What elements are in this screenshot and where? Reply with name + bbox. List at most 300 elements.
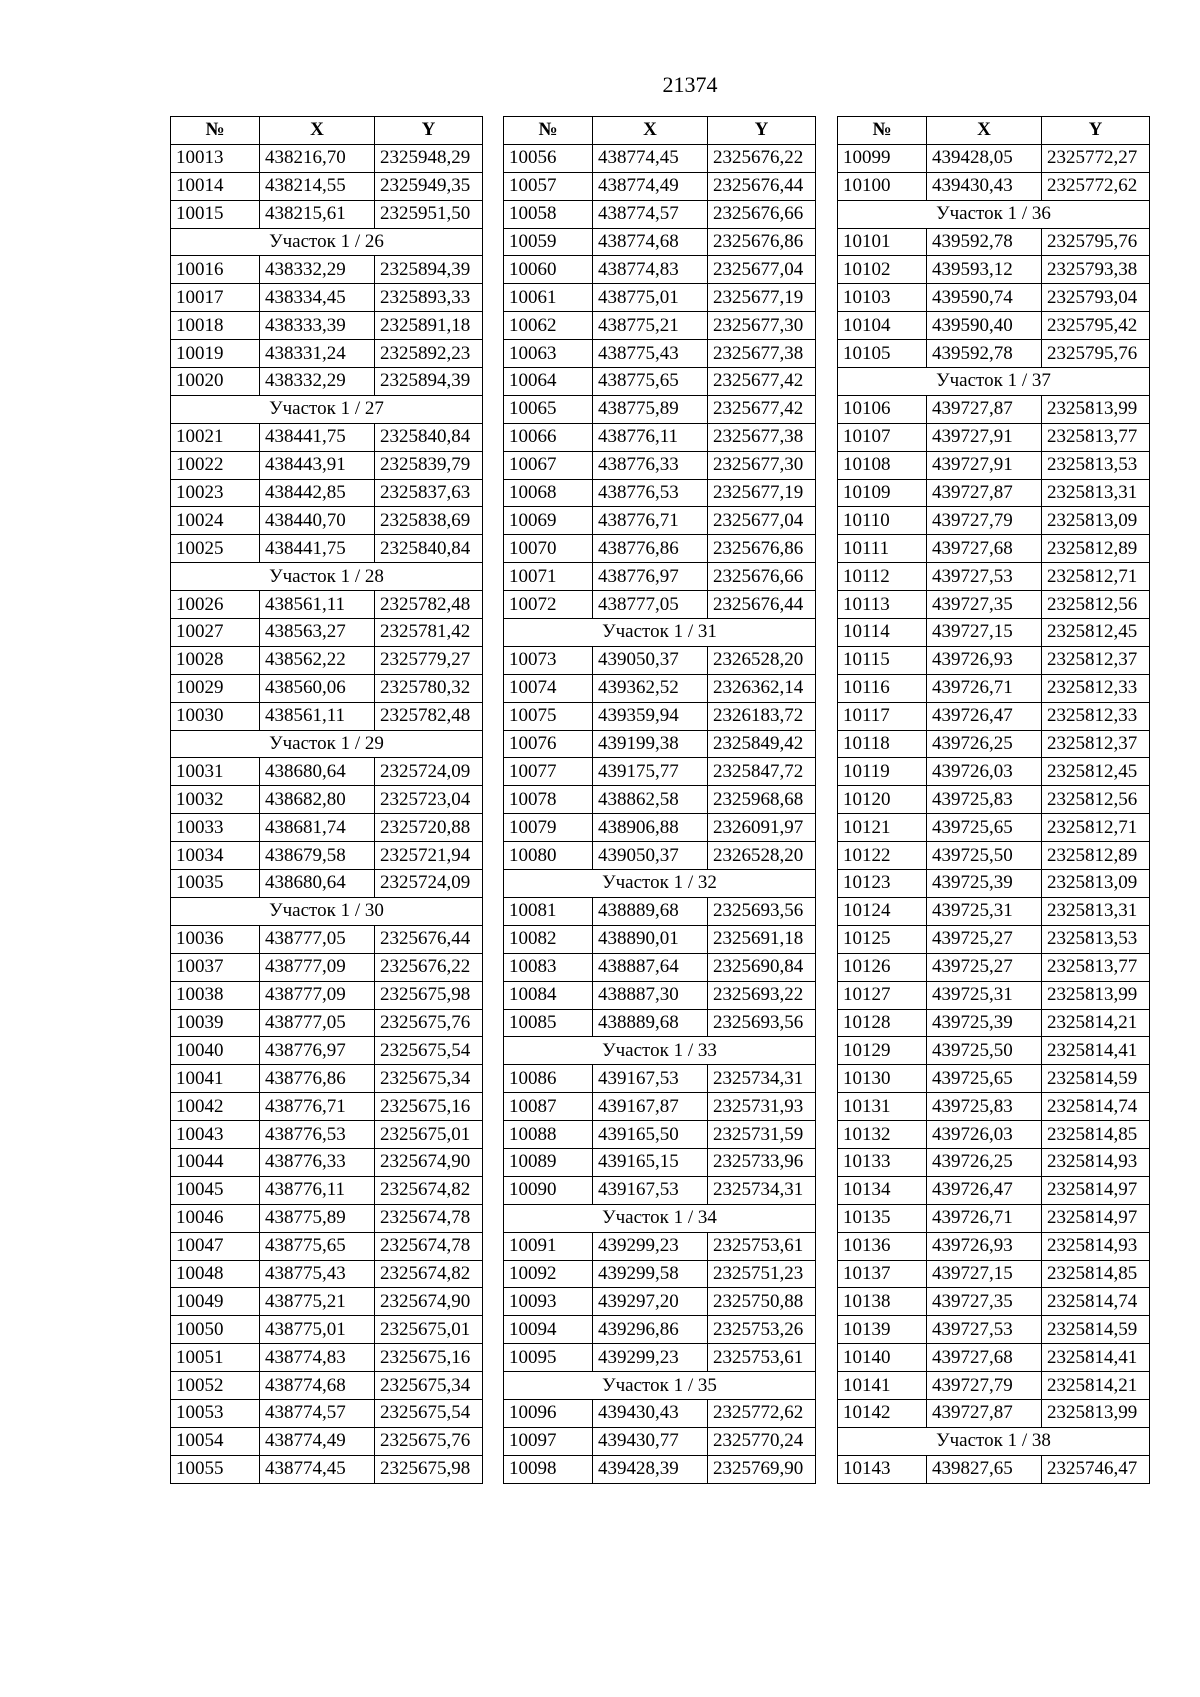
table-row [504, 1260, 816, 1288]
table-row [504, 200, 816, 228]
y-coordinate-cell: 2325677,04 [708, 507, 816, 535]
table-row [838, 423, 1150, 451]
section-row [504, 1204, 816, 1232]
point-number-cell: 10036 [171, 925, 260, 953]
y-coordinate-cell: 2325813,99 [1042, 981, 1150, 1009]
y-coordinate-cell: 2325674,78 [375, 1232, 483, 1260]
table-row [838, 1121, 1150, 1149]
table-row [504, 340, 816, 368]
table-row [171, 870, 483, 898]
y-coordinate-cell: 2325677,04 [708, 256, 816, 284]
point-number-cell: 10072 [504, 591, 593, 619]
x-coordinate-cell: 438774,57 [593, 200, 708, 228]
x-coordinate-cell: 439430,43 [927, 172, 1042, 200]
x-coordinate-cell: 439727,53 [927, 1316, 1042, 1344]
point-number-cell: 10034 [171, 842, 260, 870]
y-coordinate-cell: 2325814,74 [1042, 1288, 1150, 1316]
y-coordinate-cell: 2325675,98 [375, 1455, 483, 1483]
x-coordinate-cell: 438776,33 [593, 451, 708, 479]
table-row [504, 1316, 816, 1344]
x-coordinate-cell: 438774,49 [593, 172, 708, 200]
table-row [171, 814, 483, 842]
point-number-cell: 10128 [838, 1009, 927, 1037]
x-coordinate-cell: 438443,91 [260, 451, 375, 479]
y-coordinate-cell: 2325674,78 [375, 1204, 483, 1232]
point-number-cell: 10059 [504, 228, 593, 256]
y-coordinate-cell: 2325814,97 [1042, 1176, 1150, 1204]
point-number-cell: 10041 [171, 1065, 260, 1093]
y-coordinate-cell: 2325677,30 [708, 312, 816, 340]
table-row [171, 1427, 483, 1455]
y-coordinate-cell: 2325812,71 [1042, 814, 1150, 842]
column-header-x: X [593, 117, 708, 145]
y-coordinate-cell: 2325812,45 [1042, 758, 1150, 786]
x-coordinate-cell: 439199,38 [593, 730, 708, 758]
point-number-cell: 10080 [504, 842, 593, 870]
x-coordinate-cell: 439725,31 [927, 981, 1042, 1009]
x-coordinate-cell: 438890,01 [593, 925, 708, 953]
table-row [838, 870, 1150, 898]
point-number-cell: 10070 [504, 535, 593, 563]
table-row [171, 1316, 483, 1344]
y-coordinate-cell: 2325847,72 [708, 758, 816, 786]
point-number-cell: 10139 [838, 1316, 927, 1344]
table-row [838, 1260, 1150, 1288]
x-coordinate-cell: 439430,77 [593, 1427, 708, 1455]
y-coordinate-cell: 2325676,44 [708, 591, 816, 619]
x-coordinate-cell: 439725,83 [927, 1093, 1042, 1121]
point-number-cell: 10027 [171, 619, 260, 647]
x-coordinate-cell: 438441,75 [260, 423, 375, 451]
table-row [504, 1232, 816, 1260]
y-coordinate-cell: 2325734,31 [708, 1065, 816, 1093]
x-coordinate-cell: 439430,43 [593, 1399, 708, 1427]
table-row [838, 591, 1150, 619]
x-coordinate-cell: 438776,71 [593, 507, 708, 535]
table-row [171, 674, 483, 702]
column-header-y: Y [1042, 117, 1150, 145]
table-row [504, 953, 816, 981]
x-coordinate-cell: 439725,39 [927, 1009, 1042, 1037]
y-coordinate-cell: 2325674,82 [375, 1260, 483, 1288]
point-number-cell: 10040 [171, 1037, 260, 1065]
table-row [838, 897, 1150, 925]
x-coordinate-cell: 438332,29 [260, 256, 375, 284]
column-header-number: № [171, 117, 260, 145]
y-coordinate-cell: 2325675,98 [375, 981, 483, 1009]
y-coordinate-cell: 2325677,42 [708, 395, 816, 423]
column-header-number: № [504, 117, 593, 145]
x-coordinate-cell: 438776,86 [260, 1065, 375, 1093]
table-row [171, 340, 483, 368]
y-coordinate-cell: 2325814,74 [1042, 1093, 1150, 1121]
table-row [504, 925, 816, 953]
table-row [504, 646, 816, 674]
section-row [504, 619, 816, 647]
y-coordinate-cell: 2325780,32 [375, 674, 483, 702]
y-coordinate-cell: 2325813,09 [1042, 507, 1150, 535]
point-number-cell: 10138 [838, 1288, 927, 1316]
x-coordinate-cell: 439165,15 [593, 1148, 708, 1176]
point-number-cell: 10051 [171, 1344, 260, 1372]
x-coordinate-cell: 438561,11 [260, 591, 375, 619]
x-coordinate-cell: 439727,91 [927, 423, 1042, 451]
x-coordinate-cell: 439299,58 [593, 1260, 708, 1288]
y-coordinate-cell: 2325840,84 [375, 535, 483, 563]
point-number-cell: 10061 [504, 284, 593, 312]
table-row [838, 1316, 1150, 1344]
table-row [504, 312, 816, 340]
y-coordinate-cell: 2325675,54 [375, 1037, 483, 1065]
x-coordinate-cell: 439362,52 [593, 674, 708, 702]
page-number: 21374 [662, 72, 718, 97]
point-number-cell: 10025 [171, 535, 260, 563]
section-row [171, 897, 483, 925]
x-coordinate-cell: 439727,79 [927, 507, 1042, 535]
x-coordinate-cell: 438775,89 [593, 395, 708, 423]
y-coordinate-cell: 2325795,76 [1042, 340, 1150, 368]
y-coordinate-cell: 2325837,63 [375, 479, 483, 507]
point-number-cell: 10031 [171, 758, 260, 786]
y-coordinate-cell: 2325724,09 [375, 758, 483, 786]
point-number-cell: 10042 [171, 1093, 260, 1121]
table-row [838, 395, 1150, 423]
table-row [504, 535, 816, 563]
y-coordinate-cell: 2325951,50 [375, 200, 483, 228]
y-coordinate-cell: 2325677,30 [708, 451, 816, 479]
y-coordinate-cell: 2325812,33 [1042, 702, 1150, 730]
table-row [171, 1121, 483, 1149]
point-number-cell: 10098 [504, 1455, 593, 1483]
column-header-y: Y [708, 117, 816, 145]
x-coordinate-cell: 438889,68 [593, 1009, 708, 1037]
table-row [838, 144, 1150, 172]
point-number-cell: 10123 [838, 870, 927, 898]
x-coordinate-cell: 438776,11 [260, 1176, 375, 1204]
y-coordinate-cell: 2325676,66 [708, 563, 816, 591]
table-row [504, 395, 816, 423]
table-row [504, 228, 816, 256]
table-row [504, 1093, 816, 1121]
point-number-cell: 10052 [171, 1372, 260, 1400]
table-row [504, 144, 816, 172]
table-row [504, 1427, 816, 1455]
y-coordinate-cell: 2325675,76 [375, 1009, 483, 1037]
x-coordinate-cell: 438680,64 [260, 758, 375, 786]
y-coordinate-cell: 2325891,18 [375, 312, 483, 340]
point-number-cell: 10103 [838, 284, 927, 312]
x-coordinate-cell: 439167,53 [593, 1065, 708, 1093]
point-number-cell: 10127 [838, 981, 927, 1009]
point-number-cell: 10122 [838, 842, 927, 870]
point-number-cell: 10101 [838, 228, 927, 256]
table-row [504, 897, 816, 925]
point-number-cell: 10022 [171, 451, 260, 479]
x-coordinate-cell: 438442,85 [260, 479, 375, 507]
x-coordinate-cell: 438776,11 [593, 423, 708, 451]
point-number-cell: 10014 [171, 172, 260, 200]
point-number-cell: 10115 [838, 646, 927, 674]
point-number-cell: 10039 [171, 1009, 260, 1037]
table-row [171, 172, 483, 200]
y-coordinate-cell: 2325782,48 [375, 591, 483, 619]
column-header-number: № [838, 117, 927, 145]
table-row [838, 646, 1150, 674]
table-row [171, 535, 483, 563]
y-coordinate-cell: 2325720,88 [375, 814, 483, 842]
table-row [838, 1344, 1150, 1372]
x-coordinate-cell: 439726,71 [927, 674, 1042, 702]
x-coordinate-cell: 438679,58 [260, 842, 375, 870]
y-coordinate-cell: 2325814,97 [1042, 1204, 1150, 1232]
x-coordinate-cell: 439725,83 [927, 786, 1042, 814]
table-row [838, 730, 1150, 758]
x-coordinate-cell: 439725,27 [927, 925, 1042, 953]
x-coordinate-cell: 438775,01 [593, 284, 708, 312]
y-coordinate-cell: 2325849,42 [708, 730, 816, 758]
y-coordinate-cell: 2325675,01 [375, 1121, 483, 1149]
table-row [504, 1148, 816, 1176]
point-number-cell: 10129 [838, 1037, 927, 1065]
point-number-cell: 10092 [504, 1260, 593, 1288]
table-row [838, 842, 1150, 870]
x-coordinate-cell: 438775,21 [593, 312, 708, 340]
table-row [504, 730, 816, 758]
y-coordinate-cell: 2325812,89 [1042, 535, 1150, 563]
point-number-cell: 10046 [171, 1204, 260, 1232]
x-coordinate-cell: 439726,03 [927, 758, 1042, 786]
y-coordinate-cell: 2325781,42 [375, 619, 483, 647]
section-row [838, 200, 1150, 228]
point-number-cell: 10100 [838, 172, 927, 200]
x-coordinate-cell: 439827,65 [927, 1455, 1042, 1483]
y-coordinate-cell: 2325814,21 [1042, 1009, 1150, 1037]
table-row [504, 981, 816, 1009]
point-number-cell: 10120 [838, 786, 927, 814]
table-row [838, 479, 1150, 507]
x-coordinate-cell: 438215,61 [260, 200, 375, 228]
y-coordinate-cell: 2325813,31 [1042, 479, 1150, 507]
table-row [171, 702, 483, 730]
y-coordinate-cell: 2325813,99 [1042, 395, 1150, 423]
column-header-x: X [260, 117, 375, 145]
point-number-cell: 10073 [504, 646, 593, 674]
table-row [504, 702, 816, 730]
y-coordinate-cell: 2325746,47 [1042, 1455, 1150, 1483]
x-coordinate-cell: 439725,50 [927, 1037, 1042, 1065]
table-row [838, 284, 1150, 312]
table-row [504, 814, 816, 842]
point-number-cell: 10053 [171, 1399, 260, 1427]
x-coordinate-cell: 438777,05 [260, 925, 375, 953]
table-row [504, 1065, 816, 1093]
point-number-cell: 10050 [171, 1316, 260, 1344]
section-title: Участок 1 / 30 [171, 897, 483, 925]
point-number-cell: 10099 [838, 144, 927, 172]
x-coordinate-cell: 439725,31 [927, 897, 1042, 925]
coordinates-table-2 [503, 116, 816, 1484]
y-coordinate-cell: 2325968,68 [708, 786, 816, 814]
table-row [171, 423, 483, 451]
y-coordinate-cell: 2326183,72 [708, 702, 816, 730]
x-coordinate-cell: 438775,21 [260, 1288, 375, 1316]
x-coordinate-cell: 438776,97 [593, 563, 708, 591]
y-coordinate-cell: 2325675,76 [375, 1427, 483, 1455]
x-coordinate-cell: 439726,47 [927, 1176, 1042, 1204]
x-coordinate-cell: 438776,53 [593, 479, 708, 507]
point-number-cell: 10112 [838, 563, 927, 591]
y-coordinate-cell: 2326362,14 [708, 674, 816, 702]
table-row [171, 1455, 483, 1483]
table-row [504, 1121, 816, 1149]
point-number-cell: 10117 [838, 702, 927, 730]
x-coordinate-cell: 438887,64 [593, 953, 708, 981]
y-coordinate-cell: 2325674,90 [375, 1288, 483, 1316]
x-coordinate-cell: 438216,70 [260, 144, 375, 172]
point-number-cell: 10017 [171, 284, 260, 312]
y-coordinate-cell: 2325675,16 [375, 1093, 483, 1121]
point-number-cell: 10130 [838, 1065, 927, 1093]
x-coordinate-cell: 438775,43 [593, 340, 708, 368]
point-number-cell: 10065 [504, 395, 593, 423]
point-number-cell: 10045 [171, 1176, 260, 1204]
y-coordinate-cell: 2325676,86 [708, 535, 816, 563]
section-row [171, 563, 483, 591]
x-coordinate-cell: 438774,49 [260, 1427, 375, 1455]
y-coordinate-cell: 2325753,61 [708, 1344, 816, 1372]
x-coordinate-cell: 439727,91 [927, 451, 1042, 479]
point-number-cell: 10135 [838, 1204, 927, 1232]
y-coordinate-cell: 2325812,45 [1042, 619, 1150, 647]
point-number-cell: 10094 [504, 1316, 593, 1344]
table-row [504, 1176, 816, 1204]
table-row [838, 172, 1150, 200]
y-coordinate-cell: 2325675,54 [375, 1399, 483, 1427]
table-row [838, 1065, 1150, 1093]
point-number-cell: 10113 [838, 591, 927, 619]
table-row [171, 312, 483, 340]
y-coordinate-cell: 2325814,59 [1042, 1316, 1150, 1344]
y-coordinate-cell: 2325772,62 [1042, 172, 1150, 200]
x-coordinate-cell: 439175,77 [593, 758, 708, 786]
table-row [171, 1093, 483, 1121]
point-number-cell: 10029 [171, 674, 260, 702]
table-row [504, 1399, 816, 1427]
table-row [504, 368, 816, 396]
table-row [504, 172, 816, 200]
section-title: Участок 1 / 29 [171, 730, 483, 758]
point-number-cell: 10063 [504, 340, 593, 368]
x-coordinate-cell: 439726,47 [927, 702, 1042, 730]
y-coordinate-cell: 2325812,37 [1042, 646, 1150, 674]
point-number-cell: 10055 [171, 1455, 260, 1483]
table-row [504, 423, 816, 451]
table-row [838, 1399, 1150, 1427]
table-row [504, 1009, 816, 1037]
point-number-cell: 10066 [504, 423, 593, 451]
table-row [838, 451, 1150, 479]
point-number-cell: 10106 [838, 395, 927, 423]
point-number-cell: 10093 [504, 1288, 593, 1316]
table-row [171, 479, 483, 507]
point-number-cell: 10083 [504, 953, 593, 981]
table-row [838, 228, 1150, 256]
point-number-cell: 10121 [838, 814, 927, 842]
y-coordinate-cell: 2325770,24 [708, 1427, 816, 1455]
y-coordinate-cell: 2325795,42 [1042, 312, 1150, 340]
y-coordinate-cell: 2325948,29 [375, 144, 483, 172]
y-coordinate-cell: 2325892,23 [375, 340, 483, 368]
x-coordinate-cell: 438777,09 [260, 953, 375, 981]
point-number-cell: 10062 [504, 312, 593, 340]
x-coordinate-cell: 439727,35 [927, 591, 1042, 619]
y-coordinate-cell: 2325839,79 [375, 451, 483, 479]
table-row [504, 1288, 816, 1316]
point-number-cell: 10079 [504, 814, 593, 842]
point-number-cell: 10126 [838, 953, 927, 981]
x-coordinate-cell: 438776,33 [260, 1148, 375, 1176]
y-coordinate-cell: 2325675,16 [375, 1344, 483, 1372]
table-row [504, 758, 816, 786]
point-number-cell: 10028 [171, 646, 260, 674]
y-coordinate-cell: 2325676,86 [708, 228, 816, 256]
y-coordinate-cell: 2325677,19 [708, 479, 816, 507]
section-row [504, 1372, 816, 1400]
point-number-cell: 10038 [171, 981, 260, 1009]
table-row [838, 1372, 1150, 1400]
x-coordinate-cell: 439727,15 [927, 619, 1042, 647]
y-coordinate-cell: 2325733,96 [708, 1148, 816, 1176]
y-coordinate-cell: 2325772,27 [1042, 144, 1150, 172]
y-coordinate-cell: 2325814,85 [1042, 1121, 1150, 1149]
table-row [838, 786, 1150, 814]
table-row [504, 786, 816, 814]
y-coordinate-cell: 2325723,04 [375, 786, 483, 814]
table-row [171, 1260, 483, 1288]
point-number-cell: 10026 [171, 591, 260, 619]
point-number-cell: 10049 [171, 1288, 260, 1316]
x-coordinate-cell: 439592,78 [927, 228, 1042, 256]
y-coordinate-cell: 2325812,71 [1042, 563, 1150, 591]
point-number-cell: 10024 [171, 507, 260, 535]
y-coordinate-cell: 2325813,99 [1042, 1399, 1150, 1427]
table-row [838, 619, 1150, 647]
y-coordinate-cell: 2325731,93 [708, 1093, 816, 1121]
section-title: Участок 1 / 37 [838, 368, 1150, 396]
point-number-cell: 10110 [838, 507, 927, 535]
x-coordinate-cell: 439428,39 [593, 1455, 708, 1483]
column-header-y: Y [375, 117, 483, 145]
table-row [504, 256, 816, 284]
table-row [838, 953, 1150, 981]
point-number-cell: 10057 [504, 172, 593, 200]
x-coordinate-cell: 438775,65 [260, 1232, 375, 1260]
x-coordinate-cell: 438777,05 [260, 1009, 375, 1037]
y-coordinate-cell: 2325693,56 [708, 1009, 816, 1037]
point-number-cell: 10105 [838, 340, 927, 368]
x-coordinate-cell: 438776,71 [260, 1093, 375, 1121]
table-row [504, 479, 816, 507]
point-number-cell: 10088 [504, 1121, 593, 1149]
point-number-cell: 10013 [171, 144, 260, 172]
section-row [171, 395, 483, 423]
x-coordinate-cell: 439725,27 [927, 953, 1042, 981]
point-number-cell: 10060 [504, 256, 593, 284]
y-coordinate-cell: 2325676,44 [708, 172, 816, 200]
table-row [838, 1148, 1150, 1176]
table-row [838, 1176, 1150, 1204]
table-row [504, 1344, 816, 1372]
